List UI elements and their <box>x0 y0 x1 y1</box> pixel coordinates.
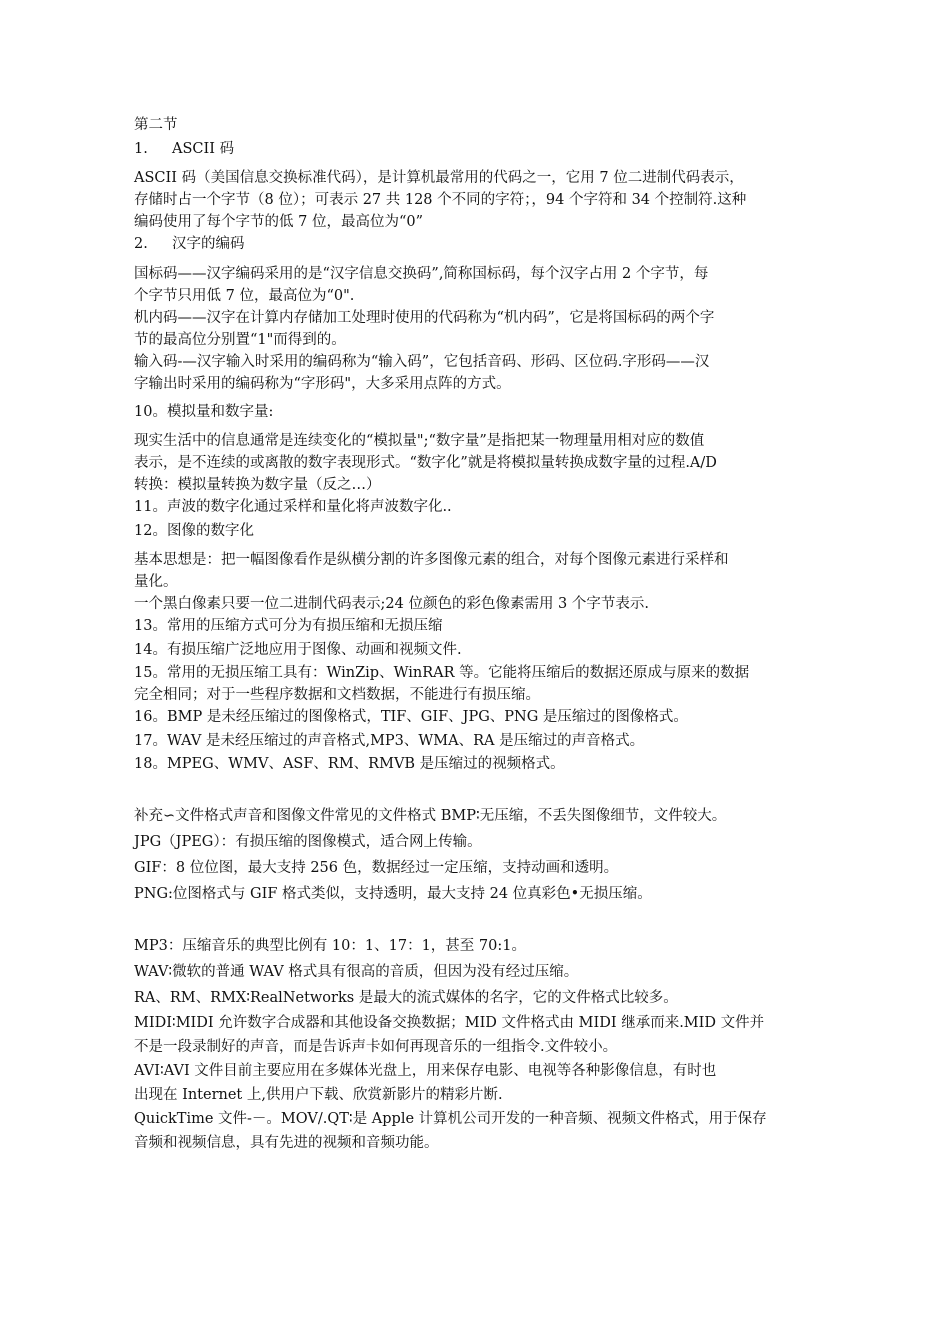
format-avi: 出现在 Internet 上,供用户下载、欣赏新影片的精彩片断. <box>134 1086 503 1103</box>
item14-line: 14。有损压缩广泛地应用于图像、动画和视频文件. <box>134 641 462 658</box>
jineima-paragraph <box>134 307 834 351</box>
paragraph-line: 转换：模拟量转换为数字量（反之…） <box>134 477 381 493</box>
format-midi: MIDI∶MIDI 允许数字合成器和其他设备交换数据；MID 文件格式由 MIDI 继承而来.MID 文件并 <box>134 1014 765 1031</box>
item1-number: 1. <box>134 140 148 157</box>
format-ra: RA、RM、RMX∶RealNetworks 是最大的流式媒体的名字，它的文件格式比较多。 <box>134 989 678 1006</box>
paragraph-line: 完全相同；对于一些程序数据和文档数据，不能进行有损压缩。 <box>134 687 540 703</box>
item1-heading <box>134 138 834 162</box>
paragraph-line: 表示，是不连续的或离散的数字表现形式。“数字化”就是将模拟量转换成数字量的过程.A/D <box>134 455 717 471</box>
paragraph-line: 基本思想是：把一幅图像看作是纵横分割的许多图像元素的组合，对每个图像元素进行采样和 <box>134 552 729 568</box>
guobiao-paragraph <box>134 263 834 307</box>
section-title: 第二节 <box>134 117 178 133</box>
paragraph-line: 现实生活中的信息通常是连续变化的“模拟量";“数字量”是指把某一物理量用相对应的数值 <box>134 433 705 449</box>
paragraph-line: 机内码——汉字在计算内存储加工处理时使用的代码称为“机内码”，它是将国标码的两个字 <box>134 309 715 326</box>
item11-heading: 11。声波的数字化通过采样和量化将声波数字化.. <box>134 499 452 515</box>
paragraph-line: 节的最高位分别置“1"而得到的。 <box>134 331 346 348</box>
paragraph-line: 编码使用了每个字节的低 7 位，最高位为“0” <box>134 214 423 230</box>
document-page <box>134 114 834 1155</box>
item18-line: 18。MPEG、WMV、ASF、RM、RMVB 是压缩过的视频格式。 <box>134 756 565 772</box>
item2-title: 汉字的编码 <box>172 236 245 252</box>
paragraph-line: 个字节只用低 7 位，最高位为“0". <box>134 287 355 304</box>
paragraph-line: ASCII 码（美国信息交换标准代码），是计算机最常用的代码之一，它用 7 位二进制代码表示， <box>134 170 744 186</box>
paragraph-line: 一个黑白像素只要一位二进制代码表示;24 位颜色的彩色像素需用 3 个字节表示. <box>134 596 649 612</box>
paragraph-line: 存储时占一个字节（8 位）；可表示 27 共 128 个不同的字符；，94 个字符和 34 个控制符.这种 <box>134 192 747 208</box>
item12-heading: 12。图像的数字化 <box>134 522 254 539</box>
audio-formats-block <box>134 933 834 1155</box>
paragraph-line: 国标码——汉字编码采用的是“汉字信息交换码”,简称国标码，每个汉字占用 2 个字节，每 <box>134 265 709 282</box>
item17-line: 17。WAV 是未经压缩过的声音格式,MP3、WMA、RA 是压缩过的声音格式。 <box>134 732 645 749</box>
supplement-line: GIF：8 位位图，最大支持 256 色，数据经过一定压缩，支持动画和透明。 <box>134 859 619 876</box>
item10-heading: 10。模拟量和数字量: <box>134 403 274 420</box>
supplement-line: PNG:位图格式与 GIF 格式类似，支持透明，最大支持 24 位真彩色•无损压缩。 <box>134 885 652 902</box>
item16-line: 16。BMP 是未经压缩过的图像格式，TIF、GIF、JPG、PNG 是压缩过的图像格式。 <box>134 709 688 725</box>
format-quicktime: QuickTime 文件-－。MOV/.QT∶是 Apple 计算机公司开发的一种音频、视频文件格式，用于保存 <box>134 1110 767 1127</box>
format-midi: 不是一段录制好的声音，而是告诉声卡如何再现音乐的一组指令.文件较小。 <box>134 1038 618 1055</box>
item12-paragraph <box>134 549 834 615</box>
item10-paragraph <box>134 430 834 496</box>
supplement-block <box>134 803 834 907</box>
format-wav: WAV∶微软的普通 WAV 格式具有很高的音质，但因为没有经过压缩。 <box>134 963 579 980</box>
item2-number: 2. <box>134 236 148 252</box>
item13-line: 13。常用的压缩方式可分为有损压缩和无损压缩 <box>134 618 443 634</box>
supplement-line: JPG（JPEG）：有损压缩的图像模式，适合网上传输。 <box>134 833 482 850</box>
ascii-paragraph <box>134 167 834 233</box>
item15-paragraph <box>134 662 834 706</box>
paragraph-line: 字输出时采用的编码称为“字形码"，大多采用点阵的方式。 <box>134 375 511 392</box>
item2-heading <box>134 233 834 257</box>
format-avi: AVI∶AVI 文件目前主要应用在多媒体光盘上，用来保存电影、电视等各种影像信息，有时也 <box>134 1062 717 1079</box>
paragraph-line: 15。常用的无损压缩工具有：WinZip、WinRAR 等。它能将压缩后的数据还原成与原来的数据 <box>134 665 750 681</box>
paragraph-line: 输入码-—汉字输入时采用的编码称为“输入码”，它包括音码、形码、区位码.字形码——汉 <box>134 353 710 370</box>
supplement-line: 补充∽文件格式声音和图像文件常见的文件格式 BMP∶无压缩，不丢失图像细节，文件较大。 <box>134 807 727 824</box>
shurума-paragraph <box>134 351 834 395</box>
format-mp3: MP3：压缩音乐的典型比例有 10：1、17：1，甚至 70:1。 <box>134 937 526 954</box>
format-quicktime: 音频和视频信息，具有先进的视频和音频功能。 <box>134 1134 439 1151</box>
item1-title: ASCII 码 <box>172 140 235 157</box>
paragraph-line: 量化。 <box>134 574 178 590</box>
